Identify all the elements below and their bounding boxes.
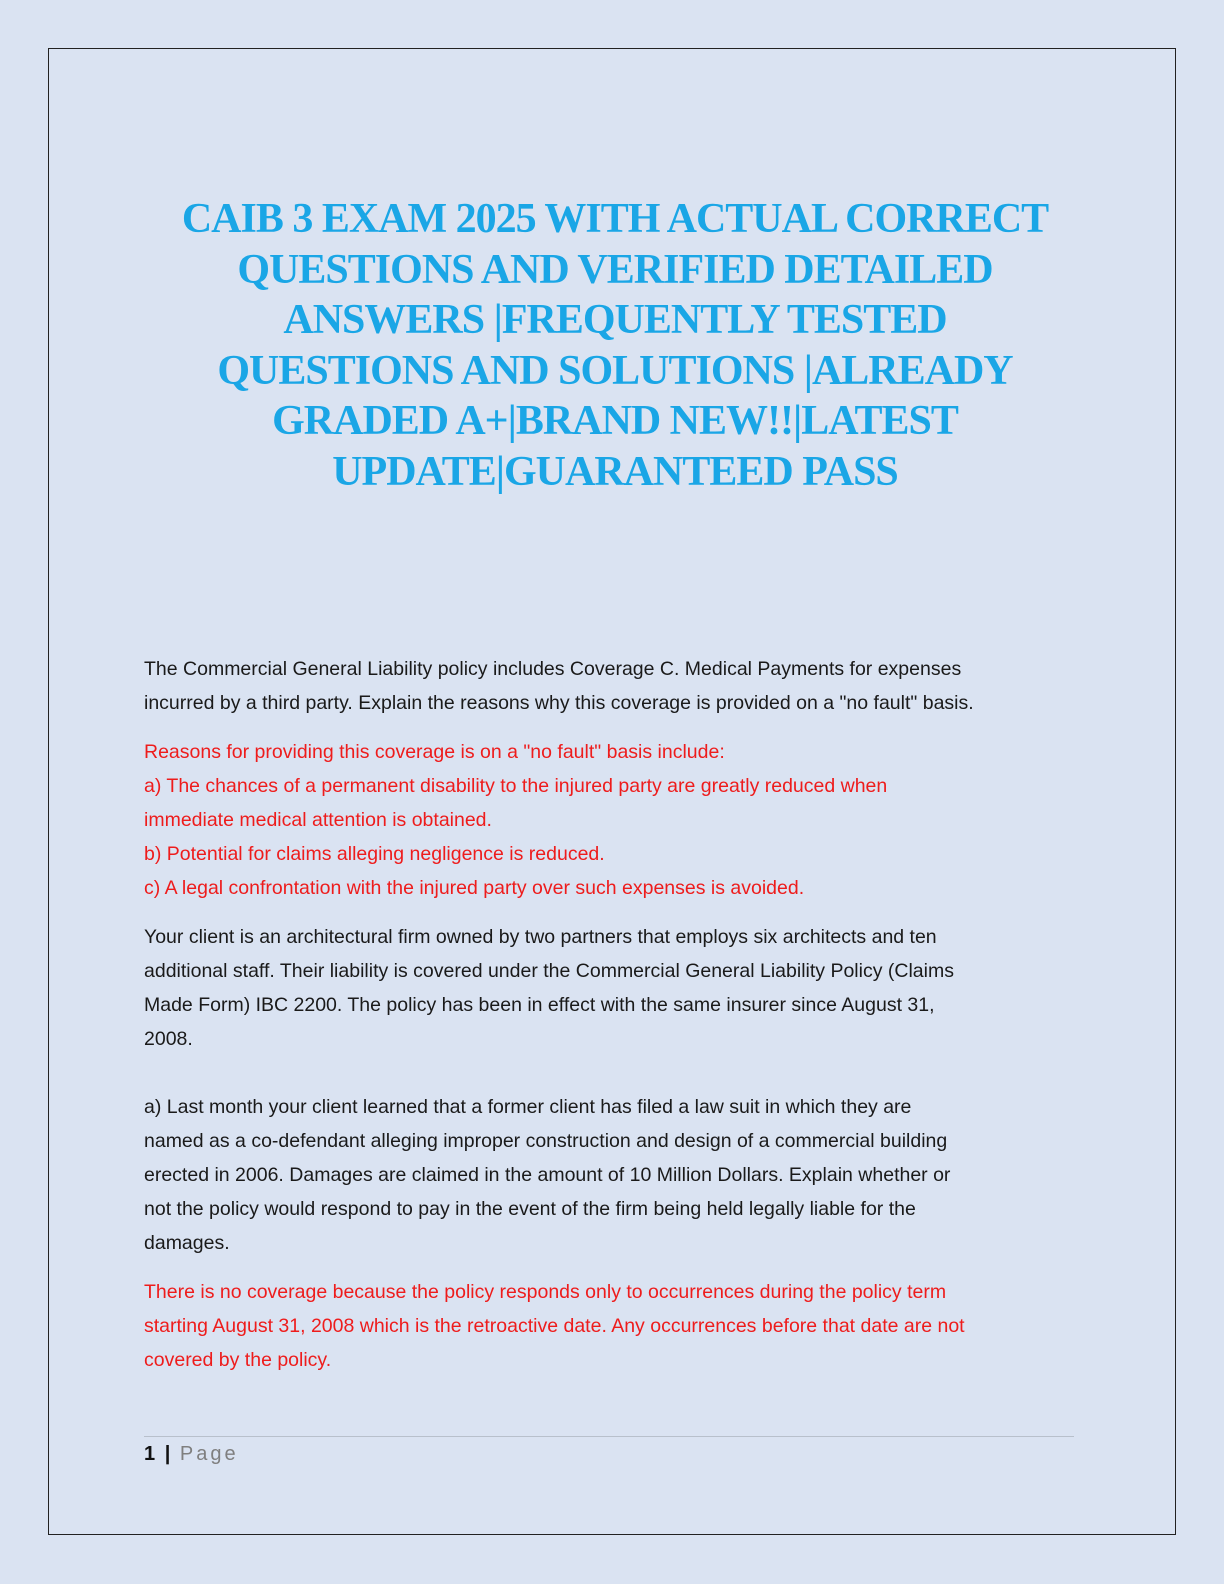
answer-line: c) A legal confrontation with the injured party over such expenses is avoided. xyxy=(144,877,805,899)
text-line: Your client is an architectural firm owned by two partners that employs six architects and ten xyxy=(144,926,937,948)
question-1 xyxy=(144,652,1084,720)
text-line: a) Last month your client learned that a former client has filed a law suit in which they are xyxy=(144,1096,912,1118)
title-line: GRADED A+|BRAND NEW!!|LATEST xyxy=(272,398,958,444)
title-line: UPDATE|GUARANTEED PASS xyxy=(332,448,898,495)
text-line: erected in 2006. Damages are claimed in the amount of 10 Million Dollars. Explain whether or xyxy=(144,1164,951,1186)
text-line: damages. xyxy=(144,1232,230,1254)
answer-line: Reasons for providing this coverage is on a "no fault" basis include: xyxy=(144,741,725,763)
page-number: 1 xyxy=(144,1443,156,1465)
answer-1 xyxy=(144,735,1084,905)
answer-2 xyxy=(144,1275,1084,1377)
text-line: incurred by a third party. Explain the reasons why this coverage is provided on a "no fault" basis. xyxy=(144,692,974,714)
text-line: 2008. xyxy=(144,1028,193,1050)
text-line: The Commercial General Liability policy includes Coverage C. Medical Payments for expenses xyxy=(144,658,962,680)
title-line: QUESTIONS AND VERIFIED DETAILED xyxy=(237,246,993,293)
text-line: not the policy would respond to pay in the event of the firm being held legally liable for the xyxy=(144,1198,916,1220)
title-line: QUESTIONS AND SOLUTIONS |ALREADY xyxy=(217,347,1013,394)
text-line: named as a co-defendant alleging improper construction and design of a commercial building xyxy=(144,1130,948,1152)
answer-line: immediate medical attention is obtained. xyxy=(144,809,492,831)
title-line: ANSWERS |FREQUENTLY TESTED xyxy=(283,297,947,343)
answer-line: There is no coverage because the policy responds only to occurrences during the policy term xyxy=(144,1281,947,1303)
footer-rule xyxy=(144,1436,1074,1437)
answer-line: b) Potential for claims alleging negligence is reduced. xyxy=(144,843,605,865)
text-line: Made Form) IBC 2200. The policy has been in effect with the same insurer since August 31, xyxy=(144,994,935,1016)
answer-line: starting August 31, 2008 which is the retroactive date. Any occurrences before that date are not xyxy=(144,1315,965,1337)
blank-line xyxy=(144,1056,1084,1090)
text-line: additional staff. Their liability is covered under the Commercial General Liability Policy (Claims xyxy=(144,960,954,982)
page-footer xyxy=(144,1442,239,1466)
title-line: CAIB 3 EXAM 2025 WITH ACTUAL CORRECT xyxy=(181,196,1049,242)
answer-line: covered by the policy. xyxy=(144,1349,332,1371)
document-body xyxy=(144,652,1084,1392)
document-title xyxy=(120,194,1110,497)
answer-line: a) The chances of a permanent disability to the injured party are greatly reduced when xyxy=(144,775,888,797)
page-label: Page xyxy=(179,1443,239,1465)
scenario-2 xyxy=(144,920,1084,1260)
footer-separator: | xyxy=(164,1443,171,1465)
